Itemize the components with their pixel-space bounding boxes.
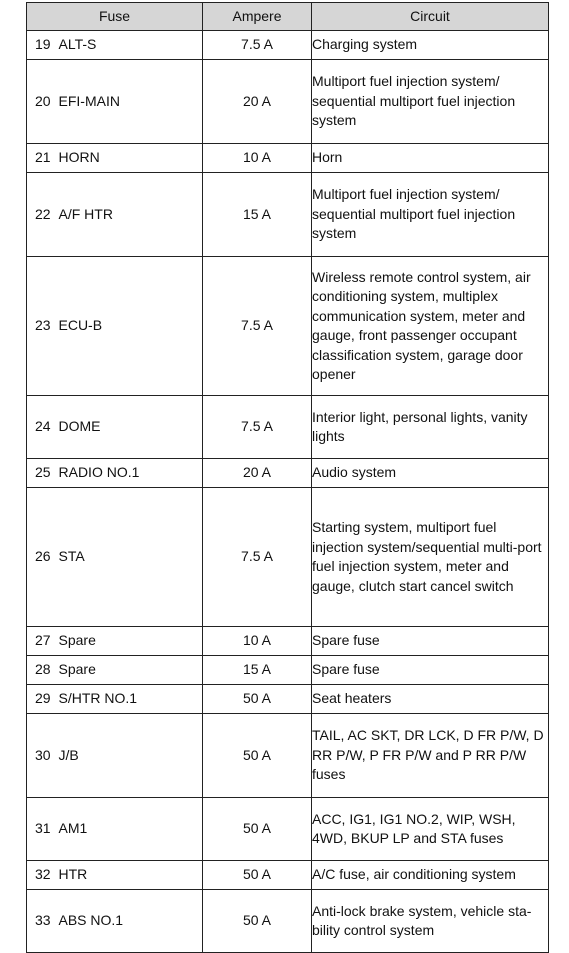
table-row [27,31,549,60]
fuse-ampere: 10 A [203,627,312,656]
fuse-number: 33 [27,890,59,953]
fuse-name: Spare [59,656,203,685]
table-row [27,890,549,953]
fuse-name: STA [59,488,203,627]
fuse-ampere: 7.5 A [203,488,312,627]
fuse-circuit: Interior light, personal lights, vanity lights [312,396,549,459]
fuse-number: 20 [27,60,59,144]
fuse-name: RADIO NO.1 [59,459,203,488]
fuse-name: ECU-B [59,257,203,396]
fuse-ampere: 20 A [203,459,312,488]
fuse-circuit: Multiport fuel injection system/ sequential multiport fuel injection system [312,60,549,144]
fuse-circuit: Wireless remote control system, air conditioning system, multiplex communication system, meter and gauge, front passenger occupant classification system, garage door opener [312,257,549,396]
fuse-ampere: 7.5 A [203,31,312,60]
fuse-number: 26 [27,488,59,627]
fuse-number: 25 [27,459,59,488]
fuse-number: 21 [27,144,59,173]
fuse-name: ALT-S [59,31,203,60]
fuse-number: 30 [27,714,59,798]
fuse-ampere: 20 A [203,60,312,144]
fuse-name: Spare [59,627,203,656]
fuse-circuit: Audio system [312,459,549,488]
fuse-circuit: Horn [312,144,549,173]
fuse-ampere: 7.5 A [203,257,312,396]
fuse-ampere: 50 A [203,714,312,798]
table-row [27,257,549,396]
fuse-circuit: Seat heaters [312,685,549,714]
fuse-name: DOME [59,396,203,459]
fuse-name: J/B [59,714,203,798]
table-row [27,488,549,627]
table-header [27,3,549,31]
fuse-ampere: 15 A [203,173,312,257]
table-row [27,144,549,173]
fuse-name: S/HTR NO.1 [59,685,203,714]
table-row [27,685,549,714]
fuse-circuit: Starting system, multiport fuel injection system/sequential multi-port fuel injection system, meter and gauge, clutch start cancel switch [312,488,549,627]
fuse-number: 19 [27,31,59,60]
fuse-number: 22 [27,173,59,257]
fuse-ampere: 50 A [203,890,312,953]
fuse-name: A/F HTR [59,173,203,257]
fuse-number: 23 [27,257,59,396]
table-row [27,798,549,861]
fuse-number: 31 [27,798,59,861]
table-row [27,173,549,257]
fuse-circuit: Spare fuse [312,627,549,656]
table-body [27,31,549,953]
fuse-number: 29 [27,685,59,714]
fuse-ampere: 50 A [203,798,312,861]
fuse-name: HTR [59,861,203,890]
fuse-ampere: 10 A [203,144,312,173]
header-row [27,3,549,31]
header-ampere: Ampere [203,3,312,31]
header-fuse: Fuse [27,3,203,31]
fuse-number: 27 [27,627,59,656]
table-row [27,627,549,656]
fuse-number: 24 [27,396,59,459]
header-circuit: Circuit [312,3,549,31]
fuse-name: HORN [59,144,203,173]
fuse-circuit: ACC, IG1, IG1 NO.2, WIP, WSH, 4WD, BKUP LP and STA fuses [312,798,549,861]
fuse-table [26,2,549,953]
table-row [27,60,549,144]
table-row [27,459,549,488]
fuse-ampere: 50 A [203,861,312,890]
table-row [27,714,549,798]
fuse-name: AM1 [59,798,203,861]
table-row [27,656,549,685]
fuse-circuit: Spare fuse [312,656,549,685]
fuse-number: 28 [27,656,59,685]
table-row [27,861,549,890]
fuse-ampere: 15 A [203,656,312,685]
table-row [27,396,549,459]
fuse-circuit: A/C fuse, air conditioning system [312,861,549,890]
fuse-number: 32 [27,861,59,890]
fuse-ampere: 7.5 A [203,396,312,459]
fuse-circuit: Anti-lock brake system, vehicle sta-bility control system [312,890,549,953]
fuse-name: EFI-MAIN [59,60,203,144]
fuse-ampere: 50 A [203,685,312,714]
fuse-circuit: Charging system [312,31,549,60]
fuse-circuit: Multiport fuel injection system/ sequential multiport fuel injection system [312,173,549,257]
fuse-circuit: TAIL, AC SKT, DR LCK, D FR P/W, D RR P/W, P FR P/W and P RR P/W fuses [312,714,549,798]
fuse-name: ABS NO.1 [59,890,203,953]
